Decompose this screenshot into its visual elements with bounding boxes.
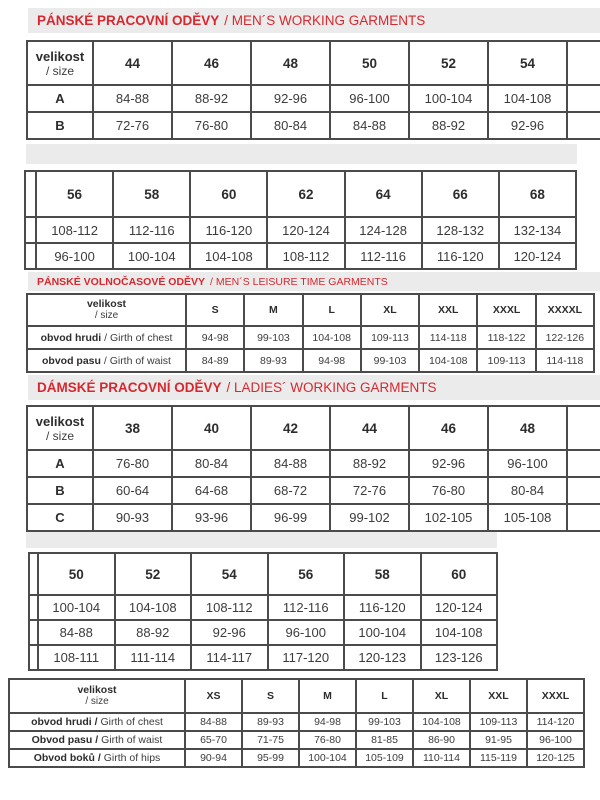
size-value-cell: 114-120 — [527, 713, 584, 731]
size-value-cell: 88-92 — [409, 112, 488, 139]
size-value-cell: 102-105 — [409, 504, 488, 531]
size-header-cell: 52 — [409, 41, 488, 85]
section-title-czech: DÁMSKÉ PRACOVNÍ ODĚVY — [37, 380, 222, 395]
size-header-cell: XXXL — [477, 294, 535, 326]
row-label-bold: obvod hrudi — [40, 331, 102, 344]
size-value-cell: 89-93 — [244, 349, 302, 372]
row-label-rest: / Girth of waist — [100, 354, 171, 367]
cut-off-column-cell — [567, 450, 600, 477]
row-label-cell — [27, 349, 186, 372]
size-header-cell: M — [299, 679, 356, 713]
table-head — [29, 553, 497, 595]
table-row — [9, 731, 584, 749]
size-header-cell: XXL — [419, 294, 477, 326]
size-header-cell: 38 — [93, 406, 172, 450]
size-value-cell: 132-134 — [499, 217, 576, 243]
size-label: / size — [94, 310, 119, 321]
table-head — [27, 294, 594, 326]
size-value-cell: 90-94 — [185, 749, 242, 767]
table-row — [25, 217, 576, 243]
size-label: / size — [45, 63, 74, 78]
cut-off-column-cell — [567, 85, 600, 112]
cut-off-column-cell — [25, 171, 36, 217]
size-header-cell: 54 — [488, 41, 567, 85]
size-value-cell: 94-98 — [299, 713, 356, 731]
size-value-cell: 100-104 — [409, 85, 488, 112]
size-value-cell: 76-80 — [93, 450, 172, 477]
size-value-cell: 112-116 — [113, 217, 190, 243]
cut-off-column-cell — [567, 41, 600, 85]
row-label-rest: Girth of chest — [97, 716, 163, 728]
size-header-cell: 60 — [190, 171, 267, 217]
row-label-bold: obvod pasu — [42, 354, 101, 367]
velikost-label: velikost — [86, 298, 127, 310]
table-row — [27, 326, 594, 349]
size-value-cell: 92-96 — [251, 85, 330, 112]
cut-off-column-cell — [29, 620, 38, 645]
row-label-bold: obvod hrudi / — [31, 716, 98, 728]
size-header-cell: 56 — [36, 171, 113, 217]
section-divider-strip — [26, 144, 577, 164]
size-label: / size — [45, 428, 74, 443]
size-value-cell: 123-126 — [421, 645, 498, 670]
size-header-cell: 68 — [499, 171, 576, 217]
size-header-cell: 42 — [251, 406, 330, 450]
size-header-cell: XXXXL — [536, 294, 594, 326]
section-title-english: / MEN´S LEISURE TIME GARMENTS — [210, 275, 388, 288]
section-title-men-leisure — [28, 272, 600, 291]
section-title-english: / LADIES´ WORKING GARMENTS — [226, 380, 437, 395]
size-value-cell: 118-122 — [477, 326, 535, 349]
size-value-cell: 109-113 — [477, 349, 535, 372]
cut-off-column-cell — [567, 504, 600, 531]
size-value-cell: 76-80 — [299, 731, 356, 749]
size-value-cell: 81-85 — [356, 731, 413, 749]
velikost-label: velikost — [35, 48, 85, 64]
table-body — [25, 217, 576, 269]
size-value-cell: 108-112 — [191, 595, 268, 620]
size-value-cell: 80-84 — [251, 112, 330, 139]
table-header-row — [27, 406, 600, 450]
cut-off-column-cell — [29, 595, 38, 620]
size-value-cell: 96-99 — [251, 504, 330, 531]
size-value-cell: 104-108 — [303, 326, 361, 349]
size-value-cell: 68-72 — [251, 477, 330, 504]
size-header-cell: XXL — [470, 679, 527, 713]
men-working-sizes-table-part1 — [26, 40, 600, 140]
cut-off-column-cell — [29, 645, 38, 670]
size-value-cell: 100-104 — [299, 749, 356, 767]
size-header-cell: 50 — [330, 41, 409, 85]
size-header-cell: 54 — [191, 553, 268, 595]
size-value-cell: 114-118 — [536, 349, 594, 372]
size-value-cell: 84-88 — [330, 112, 409, 139]
size-value-cell: 80-84 — [488, 477, 567, 504]
size-value-cell: 112-116 — [345, 243, 422, 269]
cut-off-column-cell — [567, 406, 600, 450]
size-header-cell: 58 — [344, 553, 421, 595]
size-value-cell: 84-88 — [38, 620, 115, 645]
size-value-cell: 114-118 — [419, 326, 477, 349]
size-value-cell: 104-108 — [421, 620, 498, 645]
size-value-cell: 92-96 — [191, 620, 268, 645]
table-row — [25, 243, 576, 269]
table-head — [9, 679, 584, 713]
size-value-cell: 120-125 — [527, 749, 584, 767]
size-corner-cell — [27, 294, 186, 326]
size-value-cell: 84-89 — [186, 349, 244, 372]
size-value-cell: 120-124 — [499, 243, 576, 269]
size-header-cell: 48 — [251, 41, 330, 85]
section-title-men-working — [28, 8, 600, 33]
size-value-cell: 88-92 — [330, 450, 409, 477]
size-value-cell: 104-108 — [488, 85, 567, 112]
size-value-cell: 108-111 — [38, 645, 115, 670]
size-value-cell: 72-76 — [330, 477, 409, 504]
cut-off-column-cell — [29, 553, 38, 595]
size-value-cell: 112-116 — [268, 595, 345, 620]
size-value-cell: 105-108 — [488, 504, 567, 531]
row-label-bold: Obvod boků / — [33, 752, 101, 764]
size-header-cell: 48 — [488, 406, 567, 450]
size-header-cell: XXXL — [527, 679, 584, 713]
size-value-cell: 65-70 — [185, 731, 242, 749]
row-label-cell: C — [27, 504, 93, 531]
table-row — [27, 450, 600, 477]
size-value-cell: 105-109 — [356, 749, 413, 767]
size-header-cell: 50 — [38, 553, 115, 595]
size-corner-cell — [9, 679, 185, 713]
size-value-cell: 110-114 — [413, 749, 470, 767]
table-head — [25, 171, 576, 217]
size-value-cell: 76-80 — [172, 112, 251, 139]
size-value-cell: 96-100 — [330, 85, 409, 112]
table-body — [27, 85, 600, 139]
size-value-cell: 84-88 — [93, 85, 172, 112]
size-value-cell: 115-119 — [470, 749, 527, 767]
size-value-cell: 124-128 — [345, 217, 422, 243]
table-head — [27, 406, 600, 450]
row-label-rest: / Girth of chest — [101, 331, 173, 344]
velikost-label: velikost — [35, 413, 85, 429]
table-header-row — [27, 294, 594, 326]
size-value-cell: 104-108 — [190, 243, 267, 269]
size-value-cell: 109-113 — [470, 713, 527, 731]
size-header-cell: 62 — [267, 171, 344, 217]
size-value-cell: 88-92 — [172, 85, 251, 112]
size-header-cell: 58 — [113, 171, 190, 217]
table-head — [27, 41, 600, 85]
size-value-cell: 92-96 — [488, 112, 567, 139]
men-working-sizes-table-part2 — [24, 170, 577, 270]
table-row — [29, 620, 497, 645]
size-header-cell: 60 — [421, 553, 498, 595]
table-row — [27, 477, 600, 504]
size-value-cell: 84-88 — [251, 450, 330, 477]
size-value-cell: 96-100 — [268, 620, 345, 645]
section-title-czech: PÁNSKÉ VOLNOČASOVÉ ODĚVY — [37, 275, 206, 288]
size-header-cell: 64 — [345, 171, 422, 217]
size-value-cell: 96-100 — [488, 450, 567, 477]
ladies-letter-sizes-table — [8, 678, 585, 768]
table-header-row — [9, 679, 584, 713]
row-label-cell — [9, 749, 185, 767]
size-value-cell: 71-75 — [242, 731, 299, 749]
table-row — [27, 112, 600, 139]
cut-off-column-cell — [25, 217, 36, 243]
size-header-cell: L — [303, 294, 361, 326]
size-value-cell: 76-80 — [409, 477, 488, 504]
size-value-cell: 120-124 — [267, 217, 344, 243]
section-title-czech: PÁNSKÉ PRACOVNÍ ODĚVY — [37, 13, 220, 28]
size-value-cell: 86-90 — [413, 731, 470, 749]
size-value-cell: 92-96 — [409, 450, 488, 477]
men-leisure-sizes-table — [26, 293, 595, 373]
row-label-cell: B — [27, 477, 93, 504]
size-value-cell: 80-84 — [172, 450, 251, 477]
row-label-cell — [9, 731, 185, 749]
size-value-cell: 120-124 — [421, 595, 498, 620]
ladies-working-sizes-table-part1 — [26, 405, 600, 532]
table-body — [27, 326, 594, 372]
table-row — [27, 349, 594, 372]
size-value-cell: 104-108 — [115, 595, 192, 620]
table-row — [29, 595, 497, 620]
size-value-cell: 99-103 — [244, 326, 302, 349]
size-value-cell: 108-112 — [267, 243, 344, 269]
row-label-cell — [27, 326, 186, 349]
size-value-cell: 116-120 — [190, 217, 267, 243]
size-value-cell: 72-76 — [93, 112, 172, 139]
table-row — [29, 645, 497, 670]
size-value-cell: 84-88 — [185, 713, 242, 731]
size-value-cell: 91-95 — [470, 731, 527, 749]
row-label-cell — [9, 713, 185, 731]
table-body — [29, 595, 497, 670]
size-header-cell: S — [186, 294, 244, 326]
size-header-cell: XS — [185, 679, 242, 713]
size-value-cell: 60-64 — [93, 477, 172, 504]
table-body — [27, 450, 600, 531]
size-header-cell: 66 — [422, 171, 499, 217]
row-label-cell: B — [27, 112, 93, 139]
size-value-cell: 99-102 — [330, 504, 409, 531]
size-value-cell: 100-104 — [38, 595, 115, 620]
size-header-cell: 56 — [268, 553, 345, 595]
size-header-cell: 52 — [115, 553, 192, 595]
size-value-cell: 99-103 — [361, 349, 419, 372]
size-header-cell: L — [356, 679, 413, 713]
ladies-working-sizes-table-part2 — [28, 552, 498, 671]
section-title-english: / MEN´S WORKING GARMENTS — [224, 13, 426, 28]
size-value-cell: 90-93 — [93, 504, 172, 531]
size-value-cell: 122-126 — [536, 326, 594, 349]
size-value-cell: 88-92 — [115, 620, 192, 645]
row-label-cell: A — [27, 450, 93, 477]
size-value-cell: 64-68 — [172, 477, 251, 504]
table-header-row — [25, 171, 576, 217]
size-header-cell: XL — [413, 679, 470, 713]
size-corner-cell — [27, 406, 93, 450]
size-value-cell: 96-100 — [527, 731, 584, 749]
size-value-cell: 89-93 — [242, 713, 299, 731]
size-value-cell: 95-99 — [242, 749, 299, 767]
size-corner-cell — [27, 41, 93, 85]
size-value-cell: 96-100 — [36, 243, 113, 269]
size-label: / size — [85, 696, 109, 707]
table-header-row — [29, 553, 497, 595]
size-header-cell: 44 — [93, 41, 172, 85]
table-row — [27, 85, 600, 112]
row-label-cell: A — [27, 85, 93, 112]
section-divider-strip — [26, 532, 497, 548]
size-header-cell: 40 — [172, 406, 251, 450]
size-value-cell: 100-104 — [113, 243, 190, 269]
size-value-cell: 93-96 — [172, 504, 251, 531]
size-value-cell: 109-113 — [361, 326, 419, 349]
size-header-cell: 46 — [172, 41, 251, 85]
size-value-cell: 128-132 — [422, 217, 499, 243]
size-value-cell: 99-103 — [356, 713, 413, 731]
table-row — [9, 749, 584, 767]
row-label-rest: Girth of waist — [98, 734, 163, 746]
cut-off-column-cell — [567, 477, 600, 504]
size-value-cell: 120-123 — [344, 645, 421, 670]
table-header-row — [27, 41, 600, 85]
size-value-cell: 114-117 — [191, 645, 268, 670]
row-label-bold: Obvod pasu / — [31, 734, 99, 746]
size-value-cell: 117-120 — [268, 645, 345, 670]
size-value-cell: 104-108 — [419, 349, 477, 372]
size-value-cell: 116-120 — [344, 595, 421, 620]
cut-off-column-cell — [25, 243, 36, 269]
table-body — [9, 713, 584, 767]
size-value-cell: 111-114 — [115, 645, 192, 670]
size-header-cell: M — [244, 294, 302, 326]
size-value-cell: 104-108 — [413, 713, 470, 731]
size-value-cell: 108-112 — [36, 217, 113, 243]
size-header-cell: S — [242, 679, 299, 713]
size-header-cell: 44 — [330, 406, 409, 450]
table-row — [27, 504, 600, 531]
cut-off-column-cell — [567, 112, 600, 139]
size-header-cell: XL — [361, 294, 419, 326]
size-value-cell: 94-98 — [186, 326, 244, 349]
section-title-ladies-working — [28, 375, 600, 400]
velikost-label: velikost — [77, 684, 117, 696]
size-value-cell: 116-120 — [422, 243, 499, 269]
size-value-cell: 94-98 — [303, 349, 361, 372]
size-value-cell: 100-104 — [344, 620, 421, 645]
row-label-rest: Girth of hips — [100, 752, 161, 764]
size-header-cell: 46 — [409, 406, 488, 450]
table-row — [9, 713, 584, 731]
